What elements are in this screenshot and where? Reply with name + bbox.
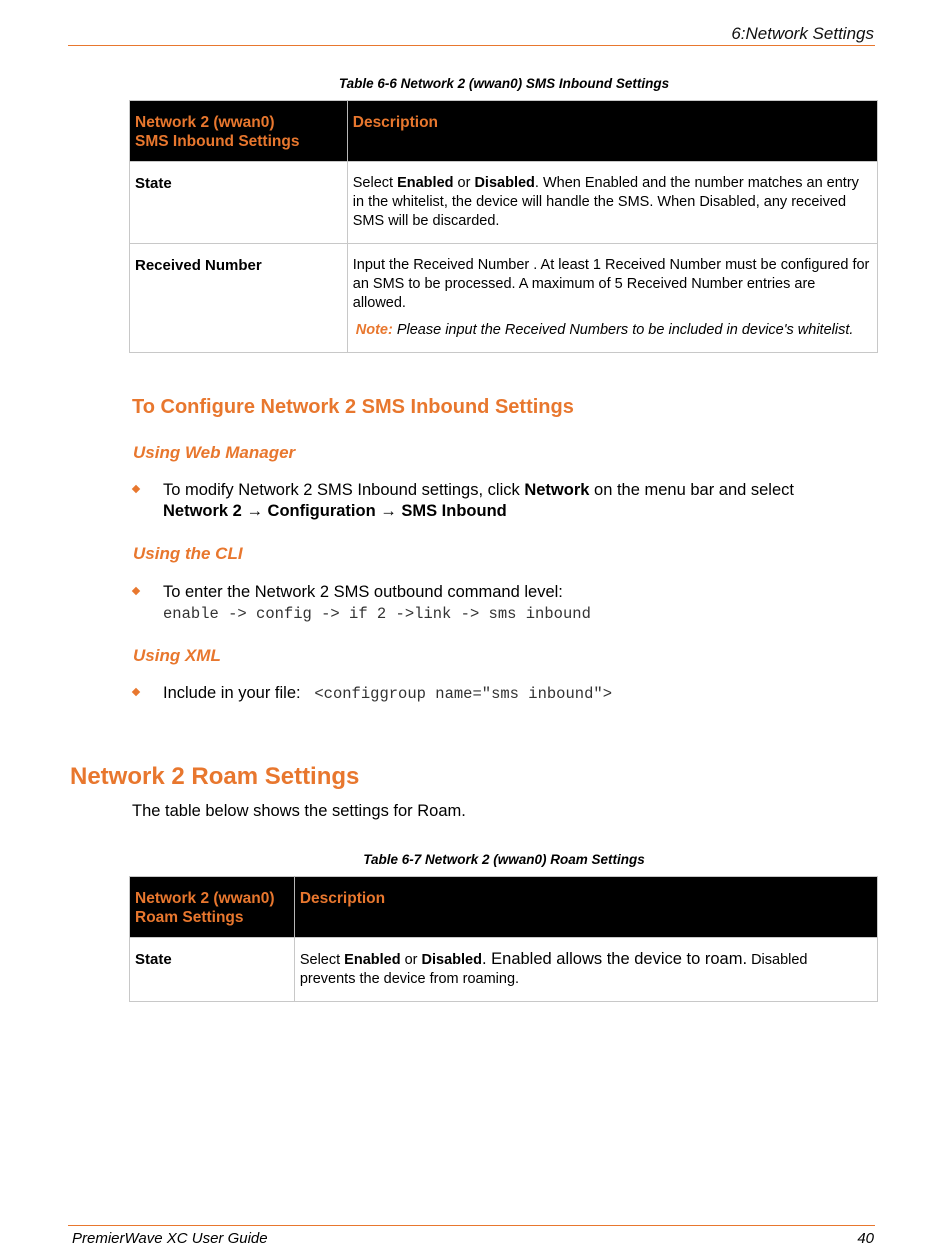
- column-header-line: Network 2 (wwan0): [135, 114, 275, 131]
- setting-name: State: [130, 938, 295, 1002]
- desc-text: or: [453, 175, 475, 191]
- column-header-line: Roam Settings: [135, 909, 244, 926]
- desc-text: Disabled: [747, 952, 808, 968]
- table-header-row: [130, 101, 878, 162]
- desc-bold: Enabled: [344, 952, 401, 968]
- note-label: Note:: [355, 322, 393, 338]
- desc-text: . Enabled allows the device to roam.: [481, 950, 748, 968]
- desc-text: Input the Received Number . At least 1 Received Number must be configured for an SMS to be processed. A maximum of 5 Received Number entries are allowed.: [352, 257, 870, 311]
- column-header-description: Description: [347, 101, 877, 162]
- table-header-row: [130, 877, 878, 938]
- sms-inbound-table: [129, 100, 878, 353]
- desc-bold: Disabled: [421, 952, 482, 968]
- bullet-text: [163, 683, 863, 705]
- desc-bold: Disabled: [474, 175, 535, 191]
- desc-text: or: [400, 952, 422, 968]
- bullet-text: [163, 480, 863, 522]
- bullet-text-part: To modify Network 2 SMS Inbound settings, click: [163, 481, 525, 499]
- roam-heading: Network 2 Roam Settings: [70, 763, 360, 790]
- table-row: [130, 938, 878, 1002]
- setting-name: Received Number: [130, 244, 348, 353]
- diamond-bullet-icon: [132, 688, 140, 696]
- cli-command: enable -> config -> if 2 ->link -> sms inbound: [163, 605, 591, 623]
- column-header-description: Description: [294, 877, 877, 938]
- footer-rule: [68, 1225, 875, 1226]
- page-number: 40: [857, 1230, 874, 1247]
- table-caption: Table 6-6 Network 2 (wwan0) SMS Inbound Settings: [338, 76, 670, 91]
- bullet-text: [163, 582, 863, 625]
- header-rule: [68, 45, 875, 46]
- setting-description: [347, 244, 877, 353]
- configure-heading: To Configure Network 2 SMS Inbound Settings: [132, 396, 574, 418]
- desc-text: prevents the device from roaming.: [299, 971, 520, 987]
- diamond-bullet-icon: [132, 587, 140, 595]
- desc-text: . When Enabled and the number matches an entry in the whitelist, the device will handle the SMS. When Disabled, any received SMS will be discarded.: [352, 175, 859, 229]
- note: [353, 321, 871, 340]
- column-header-setting: [130, 101, 348, 162]
- desc-text: Select: [352, 175, 398, 191]
- column-header-setting: [130, 877, 295, 938]
- list-item: [133, 480, 863, 522]
- roam-intro: The table below shows the settings for Roam.: [132, 802, 466, 820]
- column-header-line: Network 2 (wwan0): [135, 890, 275, 907]
- section-title: 6:Network Settings: [731, 24, 874, 43]
- roam-table: [129, 876, 878, 1002]
- setting-description: [294, 938, 877, 1002]
- bullet-text-part: To enter the Network 2 SMS outbound command level:: [163, 583, 563, 601]
- bullet-bold: Network: [524, 481, 590, 499]
- setting-name: State: [130, 162, 348, 244]
- desc-text: Select: [299, 952, 345, 968]
- list-item: [133, 683, 863, 705]
- web-manager-heading: Using Web Manager: [133, 443, 296, 462]
- table-row: [130, 244, 878, 353]
- diamond-bullet-icon: [132, 485, 140, 493]
- bullet-text-part: on the menu bar and select: [589, 481, 794, 499]
- menu-path: Network 2 → Configuration → SMS Inbound: [163, 502, 507, 520]
- table-row: [130, 162, 878, 244]
- xml-code: <configgroup name="sms inbound">: [314, 685, 612, 703]
- setting-description: [347, 162, 877, 244]
- xml-heading: Using XML: [133, 646, 221, 665]
- bullet-text-part: Include in your file:: [163, 684, 301, 702]
- column-header-line: SMS Inbound Settings: [135, 133, 300, 150]
- note-text: Please input the Received Numbers to be included in device's whitelist.: [392, 322, 854, 338]
- desc-bold: Enabled: [397, 175, 454, 191]
- footer-guide-title: PremierWave XC User Guide: [72, 1230, 268, 1247]
- list-item: [133, 582, 863, 625]
- cli-heading: Using the CLI: [133, 544, 243, 563]
- table-caption: Table 6-7 Network 2 (wwan0) Roam Settings: [363, 852, 645, 867]
